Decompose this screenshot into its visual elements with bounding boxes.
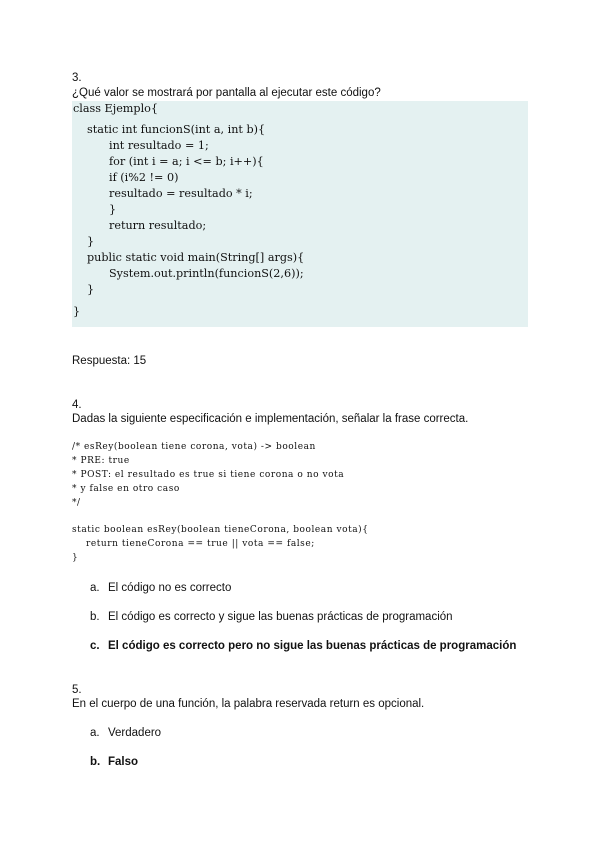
option-letter: a. [90, 582, 100, 594]
code-line: class Ejemplo{ [73, 102, 159, 115]
question-4-option-c-correct[interactable] [90, 640, 516, 652]
option-letter: b. [90, 611, 100, 623]
option-text: El código es correcto y sigue las buenas prácticas de programación [108, 611, 453, 623]
option-letter: b. [90, 756, 101, 768]
code-line: } [87, 283, 95, 296]
question-3-number: 3. [72, 72, 82, 84]
question-5-option-a[interactable] [90, 727, 161, 739]
code-line: * POST: el resultado es true si tiene corona o no vota [72, 470, 345, 480]
option-letter: a. [90, 727, 100, 739]
code-line: } [73, 305, 81, 318]
code-line: /* esRey(boolean tiene corona, vota) -> boolean [72, 442, 316, 452]
code-line: * PRE: true [72, 456, 130, 466]
code-line: return tieneCorona == true || vota == false; [86, 539, 315, 549]
code-line: } [109, 203, 117, 216]
code-line: static boolean esRey(boolean tieneCorona, boolean vota){ [72, 525, 369, 535]
option-text: El código no es correcto [108, 582, 232, 594]
question-5-option-b-correct[interactable] [90, 756, 138, 768]
code-line: } [87, 235, 95, 248]
question-5-text: En el cuerpo de una función, la palabra reservada return es opcional. [72, 698, 425, 710]
code-line: * y false en otro caso [72, 484, 180, 494]
code-line: System.out.println(funcionS(2,6)); [109, 267, 304, 280]
code-line: for (int i = a; i <= b; i++){ [109, 155, 264, 168]
question-4-option-b[interactable] [90, 611, 453, 623]
option-text: Falso [108, 756, 139, 768]
question-4-text: Dadas la siguiente especificación e implementación, señalar la frase correcta. [72, 413, 469, 425]
code-line: */ [72, 498, 81, 508]
code-line: if (i%2 != 0) [109, 171, 179, 184]
code-line: public static void main(String[] args){ [87, 251, 305, 264]
code-line: int resultado = 1; [109, 139, 209, 152]
code-line: } [72, 553, 79, 563]
question-5-number: 5. [72, 684, 82, 696]
option-text: Verdadero [108, 727, 162, 739]
option-letter: c. [90, 640, 100, 652]
option-text: El código es correcto pero no sigue las buenas prácticas de programación [108, 640, 517, 652]
code-line: static int funcionS(int a, int b){ [87, 123, 266, 136]
question-4-number: 4. [72, 399, 82, 411]
question-3-answer: Respuesta: 15 [72, 355, 147, 367]
question-3-text: ¿Qué valor se mostrará por pantalla al ejecutar este código? [72, 87, 381, 99]
code-line: return resultado; [109, 219, 207, 232]
question-4-option-a[interactable] [90, 582, 231, 594]
code-line: resultado = resultado * i; [109, 187, 253, 200]
question-3-code-block [72, 101, 528, 327]
